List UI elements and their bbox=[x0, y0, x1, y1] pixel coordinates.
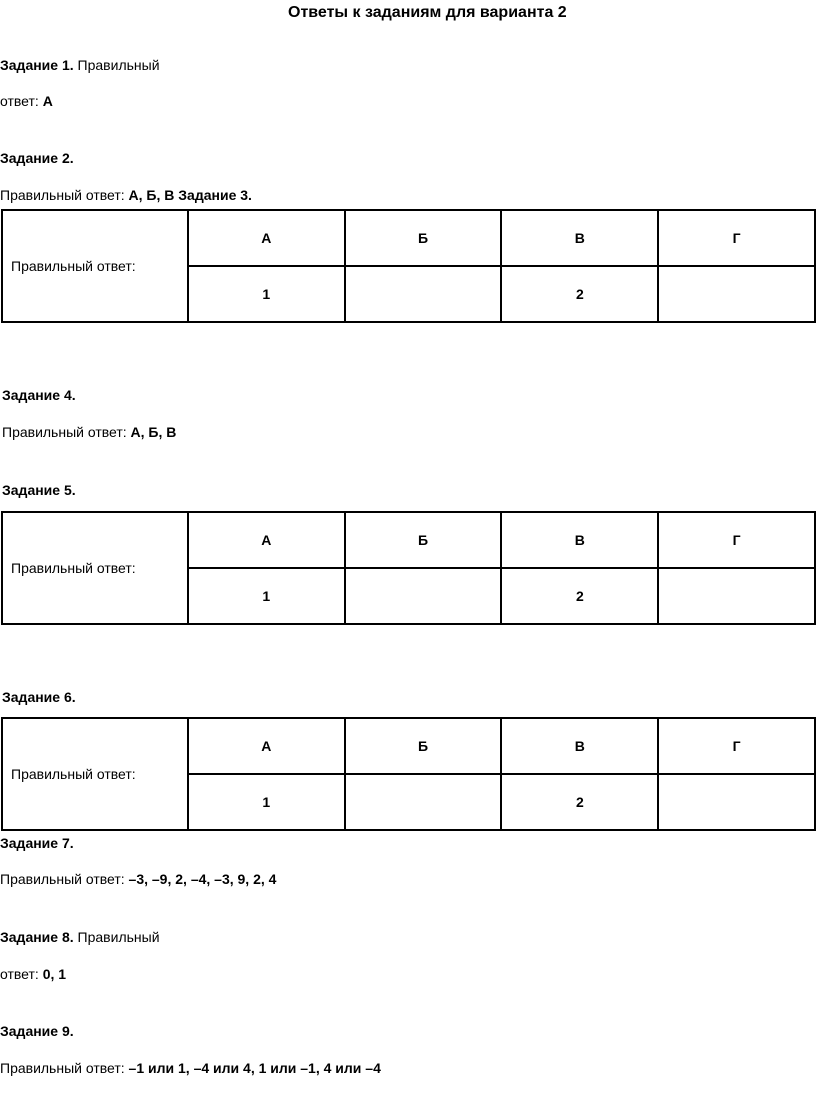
task-5 bbox=[2, 482, 76, 498]
table-header-b: Б bbox=[345, 512, 502, 568]
table-value-g bbox=[658, 266, 815, 322]
table-value-v: 2 bbox=[501, 568, 658, 624]
task-8-answer: 0, 1 bbox=[42, 966, 67, 982]
table-value-g bbox=[658, 774, 815, 830]
task-7-answer-prefix: Правильный ответ: bbox=[0, 871, 125, 887]
task-9-answer-line bbox=[0, 1060, 381, 1076]
task-3-table bbox=[1, 209, 816, 323]
page-title: Ответы к заданиям для варианта 2 bbox=[288, 4, 567, 21]
task-9-answer-prefix: Правильный ответ: bbox=[0, 1060, 125, 1076]
table-value-b bbox=[345, 568, 502, 624]
table-header-a: А bbox=[188, 718, 345, 774]
table-header-v: В bbox=[501, 210, 658, 266]
task-2-answer-line bbox=[0, 187, 252, 203]
task-3-label: Задание 3. bbox=[178, 187, 252, 203]
task-1-answer-line bbox=[0, 93, 53, 109]
task-2 bbox=[0, 150, 74, 166]
task-8-label: Задание 8. bbox=[0, 929, 74, 945]
task-5-table bbox=[1, 511, 816, 625]
task-8 bbox=[0, 929, 160, 945]
table-header-v: В bbox=[501, 512, 658, 568]
task-1-answer: А bbox=[42, 93, 53, 109]
task-8-text: Правильный bbox=[77, 929, 160, 945]
table-header-a: А bbox=[188, 512, 345, 568]
task-7-answer: –3, –9, 2, –4, –3, 9, 2, 4 bbox=[128, 871, 277, 887]
table-header-b: Б bbox=[345, 210, 502, 266]
table-header-g: Г bbox=[658, 210, 815, 266]
task-4 bbox=[2, 387, 76, 403]
task-7-label: Задание 7. bbox=[0, 835, 74, 851]
task-7 bbox=[0, 835, 74, 851]
task-6-table bbox=[1, 717, 816, 831]
task-5-label: Задание 5. bbox=[2, 482, 76, 498]
table-header-g: Г bbox=[658, 512, 815, 568]
task-8-answer-prefix: ответ: bbox=[0, 966, 39, 982]
table-header-g: Г bbox=[658, 718, 815, 774]
task-9 bbox=[0, 1023, 74, 1039]
task-6-label: Задание 6. bbox=[2, 689, 76, 705]
table-row-label: Правильный ответ: bbox=[2, 718, 188, 830]
table-header-b: Б bbox=[345, 718, 502, 774]
table-value-b bbox=[345, 774, 502, 830]
table-value-v: 2 bbox=[501, 266, 658, 322]
task-1-answer-prefix: ответ: bbox=[0, 93, 39, 109]
task-1-text: Правильный bbox=[77, 57, 160, 73]
task-9-label: Задание 9. bbox=[0, 1023, 74, 1039]
table-header-a: А bbox=[188, 210, 345, 266]
table-header-v: В bbox=[501, 718, 658, 774]
task-9-answer: –1 или 1, –4 или 4, 1 или –1, 4 или –4 bbox=[128, 1060, 381, 1076]
table-row-label: Правильный ответ: bbox=[2, 512, 188, 624]
task-4-answer-prefix: Правильный ответ: bbox=[2, 424, 127, 440]
table-value-g bbox=[658, 568, 815, 624]
task-1 bbox=[0, 57, 160, 73]
task-4-label: Задание 4. bbox=[2, 387, 76, 403]
task-2-label: Задание 2. bbox=[0, 150, 74, 166]
task-4-answer-line bbox=[2, 424, 176, 440]
table-value-v: 2 bbox=[501, 774, 658, 830]
table-value-a: 1 bbox=[188, 774, 345, 830]
task-4-answer: А, Б, В bbox=[130, 424, 177, 440]
table-row-label: Правильный ответ: bbox=[2, 210, 188, 322]
task-2-answer: А, Б, В bbox=[128, 187, 175, 203]
table-value-b bbox=[345, 266, 502, 322]
task-8-answer-line bbox=[0, 966, 66, 982]
table-value-a: 1 bbox=[188, 266, 345, 322]
task-2-answer-prefix: Правильный ответ: bbox=[0, 187, 125, 203]
task-6 bbox=[2, 689, 76, 705]
table-value-a: 1 bbox=[188, 568, 345, 624]
task-1-label: Задание 1. bbox=[0, 57, 74, 73]
task-7-answer-line bbox=[0, 871, 276, 887]
